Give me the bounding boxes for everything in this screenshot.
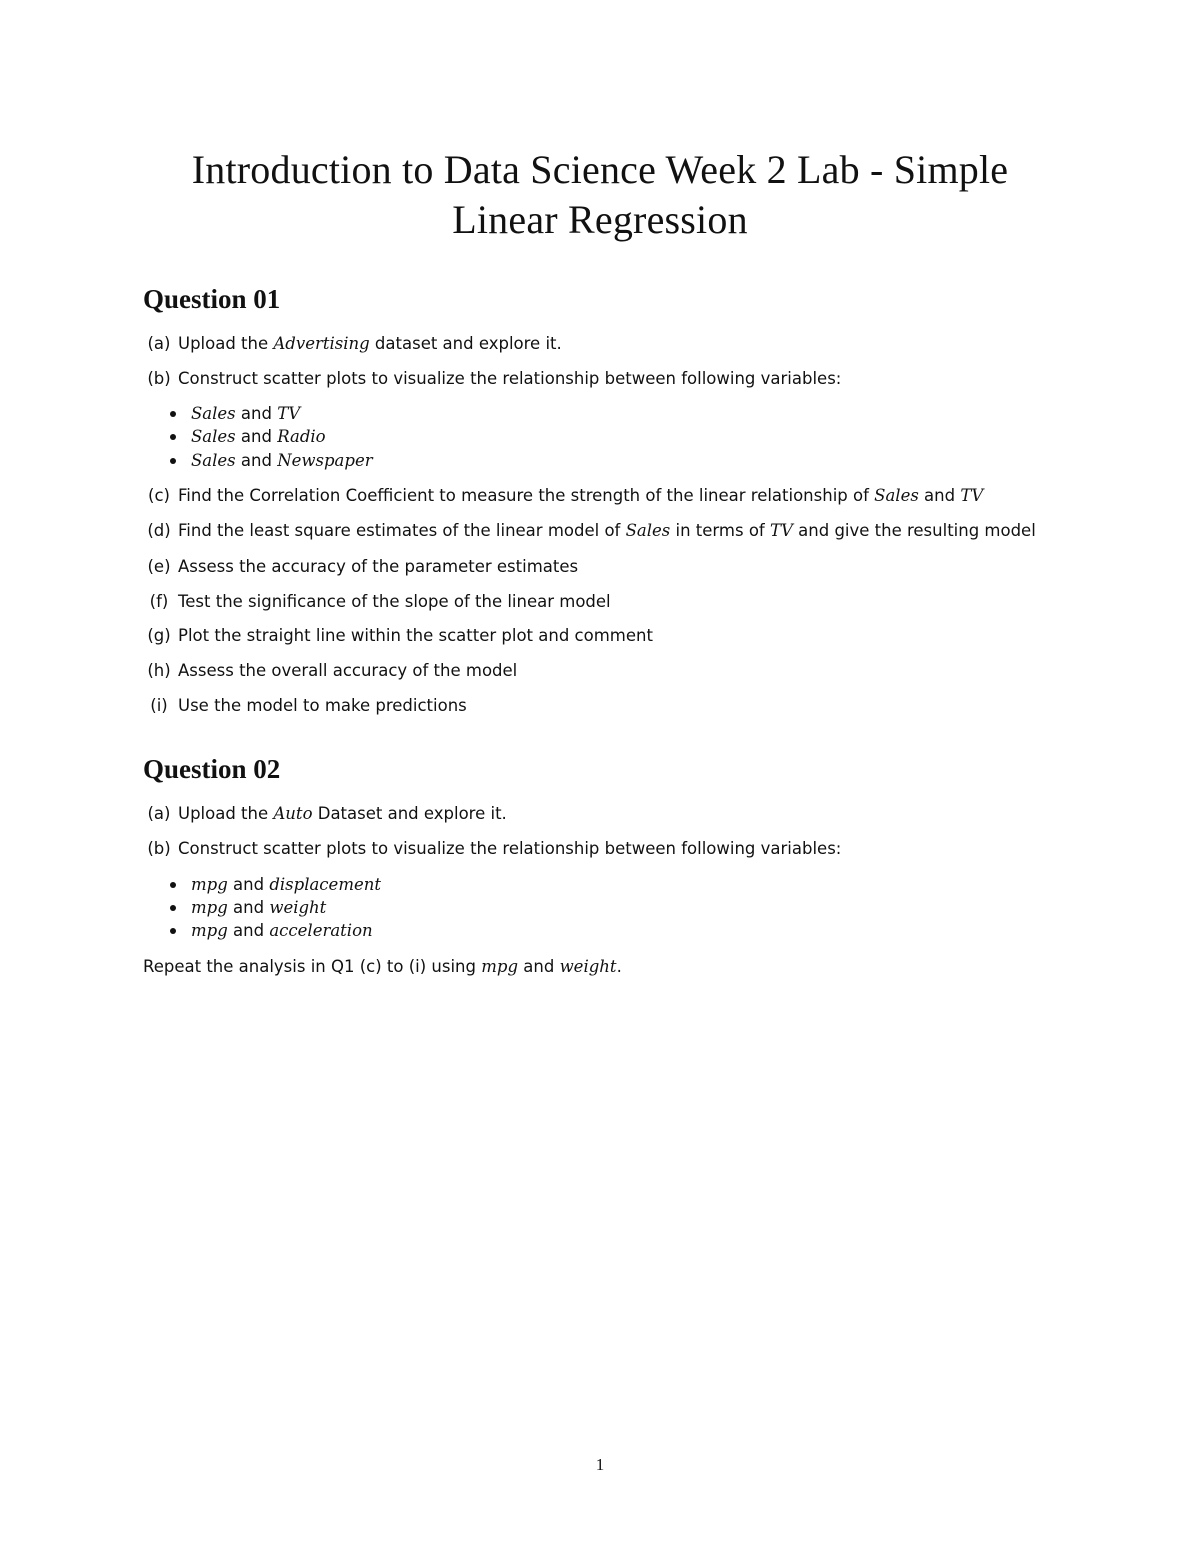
item-label: (a) [147,804,171,823]
item-label: (b) [147,369,171,388]
item-label: (b) [147,839,171,858]
item-label: (h) [147,661,171,680]
q1-item-b: (b) Construct scatter plots to visualize the relationship between following variables: [140,368,841,390]
q1-item-h: (h) Assess the overall accuracy of the model [140,660,517,682]
bullet-icon [170,434,176,440]
item-label: (e) [147,557,171,576]
dataset-name: Auto [273,804,313,823]
q1-item-c: (c) Find the Correlation Coefficient to measure the strength of the linear relationship of Sales and TV [140,485,983,507]
bullet-icon [170,928,176,934]
q2-bullet-2: mpg and weight [170,897,326,919]
q1-item-i: (i) Use the model to make predictions [140,695,467,717]
q2-item-b: (b) Construct scatter plots to visualize the relationship between following variables: [140,838,841,860]
item-label: (i) [150,696,168,715]
q1-bullet-3: Sales and Newspaper [170,450,373,472]
document-title [0,145,1200,245]
q1-bullet-2: Sales and Radio [170,426,326,448]
q1-item-a: (a) Upload the Advertising dataset and explore it. [140,333,562,355]
bullet-icon [170,411,176,417]
item-label: (c) [148,486,170,505]
title-line-1: Introduction to Data Science Week 2 Lab - Simple [191,147,1009,192]
bullet-icon [170,882,176,888]
item-label: (f) [149,592,169,611]
q2-bullet-3: mpg and acceleration [170,920,373,942]
question-02-heading: Question 02 [143,754,281,784]
dataset-name: Advertising [273,334,370,353]
item-label: (g) [147,626,171,645]
q1-item-g: (g) Plot the straight line within the scatter plot and comment [140,625,653,647]
q2-item-a: (a) Upload the Auto Dataset and explore it. [140,803,507,825]
q2-bullet-1: mpg and displacement [170,874,381,896]
page-number: 1 [595,1455,605,1474]
q1-bullet-1: Sales and TV [170,403,300,425]
question-01-heading: Question 01 [143,284,281,314]
q1-item-e: (e) Assess the accuracy of the parameter estimates [140,556,578,578]
bullet-icon [170,458,176,464]
q2-repeat-instruction: Repeat the analysis in Q1 (c) to (i) using mpg and weight. [143,957,622,976]
bullet-icon [170,905,176,911]
item-label: (a) [147,334,171,353]
q1-item-f: (f) Test the significance of the slope of the linear model [140,591,611,613]
q1-item-d: (d) Find the least square estimates of the linear model of Sales in terms of TV and give the resulting model [140,520,1036,542]
item-label: (d) [147,521,171,540]
title-line-2: Linear Regression [452,197,748,242]
